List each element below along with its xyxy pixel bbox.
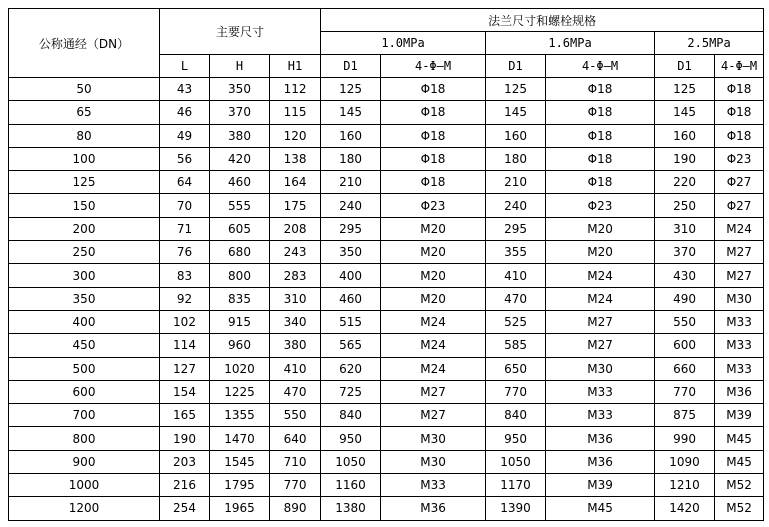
table-cell: 640 [270, 427, 321, 450]
table-cell: M20 [381, 287, 486, 310]
table-cell: M24 [381, 310, 486, 333]
table-cell: M20 [381, 241, 486, 264]
table-cell: M33 [546, 404, 655, 427]
table-cell: 1050 [321, 450, 381, 473]
table-cell: 112 [270, 78, 321, 101]
table-cell: Φ18 [546, 147, 655, 170]
table-cell: Φ18 [381, 124, 486, 147]
table-cell: 295 [486, 217, 546, 240]
table-cell: 216 [160, 474, 210, 497]
table-cell: 180 [321, 147, 381, 170]
table-cell: M45 [715, 427, 764, 450]
table-cell: 145 [486, 101, 546, 124]
table-cell: M39 [715, 404, 764, 427]
table-cell: Φ18 [546, 124, 655, 147]
table-body [9, 78, 764, 521]
table-cell: M27 [715, 241, 764, 264]
table-cell: M24 [546, 264, 655, 287]
table-cell: 250 [655, 194, 715, 217]
table-cell: 300 [9, 264, 160, 287]
table-cell: 605 [210, 217, 270, 240]
table-cell: Φ23 [381, 194, 486, 217]
table-row [9, 334, 764, 357]
table-cell: 490 [655, 287, 715, 310]
table-cell: 220 [655, 171, 715, 194]
table-cell: 350 [321, 241, 381, 264]
col-bolt-header: 4-Φ—M [546, 55, 655, 78]
table-cell: 600 [655, 334, 715, 357]
table-row [9, 310, 764, 333]
table-cell: 310 [270, 287, 321, 310]
table-cell: M36 [546, 450, 655, 473]
table-cell: 840 [321, 404, 381, 427]
table-cell: 160 [655, 124, 715, 147]
table-cell: Φ18 [381, 147, 486, 170]
table-cell: 1225 [210, 380, 270, 403]
table-cell: 1470 [210, 427, 270, 450]
table-cell: Φ18 [546, 171, 655, 194]
table-cell: M30 [715, 287, 764, 310]
table-cell: 250 [9, 241, 160, 264]
table-cell: M33 [715, 357, 764, 380]
table-cell: M30 [381, 427, 486, 450]
table-cell: 350 [9, 287, 160, 310]
table-cell: Φ18 [546, 101, 655, 124]
col-d1-header: D1 [655, 55, 715, 78]
table-cell: 240 [321, 194, 381, 217]
table-cell: 770 [270, 474, 321, 497]
table-cell: M36 [715, 380, 764, 403]
table-cell: M39 [546, 474, 655, 497]
table-cell: 115 [270, 101, 321, 124]
table-cell: 102 [160, 310, 210, 333]
table-cell: 380 [210, 124, 270, 147]
table-row [9, 147, 764, 170]
table-cell: M20 [381, 217, 486, 240]
table-cell: 125 [486, 78, 546, 101]
table-cell: 1050 [486, 450, 546, 473]
table-row [9, 404, 764, 427]
table-cell: 460 [321, 287, 381, 310]
table-row [9, 427, 764, 450]
table-cell: 620 [321, 357, 381, 380]
table-cell: Φ18 [715, 78, 764, 101]
table-cell: 460 [210, 171, 270, 194]
table-cell: 1795 [210, 474, 270, 497]
table-cell: M24 [381, 357, 486, 380]
table-cell: M27 [546, 334, 655, 357]
table-cell: 150 [9, 194, 160, 217]
table-cell: 200 [9, 217, 160, 240]
table-cell: 43 [160, 78, 210, 101]
table-cell: 950 [486, 427, 546, 450]
table-cell: 710 [270, 450, 321, 473]
table-cell: 370 [210, 101, 270, 124]
table-cell: Φ18 [381, 78, 486, 101]
table-cell: 565 [321, 334, 381, 357]
table-cell: 100 [9, 147, 160, 170]
table-cell: 71 [160, 217, 210, 240]
table-cell: 420 [210, 147, 270, 170]
table-cell: 800 [210, 264, 270, 287]
table-cell: M52 [715, 474, 764, 497]
table-cell: 915 [210, 310, 270, 333]
table-row [9, 450, 764, 473]
table-cell: 127 [160, 357, 210, 380]
col-h1-header: H1 [270, 55, 321, 78]
table-cell: 56 [160, 147, 210, 170]
table-cell: 120 [270, 124, 321, 147]
table-cell: 243 [270, 241, 321, 264]
table-cell: 525 [486, 310, 546, 333]
table-cell: M27 [715, 264, 764, 287]
table-cell: 840 [486, 404, 546, 427]
pressure-1-0-header: 1.0MPa [321, 32, 486, 55]
table-cell: 160 [486, 124, 546, 147]
col-l-header: L [160, 55, 210, 78]
table-cell: 145 [655, 101, 715, 124]
table-row [9, 101, 764, 124]
table-cell: 450 [9, 334, 160, 357]
table-cell: 835 [210, 287, 270, 310]
table-cell: 50 [9, 78, 160, 101]
table-cell: 125 [9, 171, 160, 194]
table-cell: 180 [486, 147, 546, 170]
table-cell: 680 [210, 241, 270, 264]
table-cell: 114 [160, 334, 210, 357]
table-cell: 515 [321, 310, 381, 333]
table-cell: 470 [270, 380, 321, 403]
table-cell: M24 [715, 217, 764, 240]
table-cell: 160 [321, 124, 381, 147]
table-cell: M45 [715, 450, 764, 473]
table-cell: 700 [9, 404, 160, 427]
table-cell: M36 [546, 427, 655, 450]
table-cell: M27 [381, 404, 486, 427]
table-cell: 1210 [655, 474, 715, 497]
pressure-1-6-header: 1.6MPa [486, 32, 655, 55]
table-cell: 550 [655, 310, 715, 333]
table-cell: 660 [655, 357, 715, 380]
table-cell: 175 [270, 194, 321, 217]
table-cell: M27 [381, 380, 486, 403]
table-cell: 950 [321, 427, 381, 450]
table-cell: Φ23 [546, 194, 655, 217]
table-cell: M20 [546, 217, 655, 240]
table-cell: Φ18 [381, 101, 486, 124]
table-row [9, 194, 764, 217]
table-cell: 875 [655, 404, 715, 427]
table-cell: 210 [321, 171, 381, 194]
table-cell: M30 [546, 357, 655, 380]
table-cell: 240 [486, 194, 546, 217]
flange-header: 法兰尺寸和螺栓规格 [321, 9, 764, 32]
table-cell: 770 [486, 380, 546, 403]
table-cell: 254 [160, 497, 210, 520]
table-cell: M30 [381, 450, 486, 473]
table-cell: 585 [486, 334, 546, 357]
table-cell: 283 [270, 264, 321, 287]
table-cell: 340 [270, 310, 321, 333]
table-cell: 890 [270, 497, 321, 520]
table-cell: 650 [486, 357, 546, 380]
table-cell: 400 [321, 264, 381, 287]
table-cell: M33 [381, 474, 486, 497]
table-cell: M20 [546, 241, 655, 264]
table-cell: M36 [381, 497, 486, 520]
table-cell: 350 [210, 78, 270, 101]
table-cell: Φ18 [715, 124, 764, 147]
table-cell: 295 [321, 217, 381, 240]
table-row [9, 124, 764, 147]
table-cell: M33 [546, 380, 655, 403]
table-cell: 1545 [210, 450, 270, 473]
table-cell: 1380 [321, 497, 381, 520]
table-cell: 46 [160, 101, 210, 124]
table-cell: 800 [9, 427, 160, 450]
col-bolt-header: 4-Φ—M [715, 55, 764, 78]
table-row [9, 380, 764, 403]
dn-header: 公称通经（DN） [9, 9, 160, 78]
table-cell: 1420 [655, 497, 715, 520]
table-cell: M45 [546, 497, 655, 520]
table-cell: M24 [381, 334, 486, 357]
table-row [9, 264, 764, 287]
table-cell: 92 [160, 287, 210, 310]
table-row [9, 287, 764, 310]
table-cell: Φ18 [715, 101, 764, 124]
table-cell: 1000 [9, 474, 160, 497]
table-cell: M33 [715, 310, 764, 333]
table-cell: 1390 [486, 497, 546, 520]
table-cell: 190 [160, 427, 210, 450]
table-cell: 555 [210, 194, 270, 217]
pressure-2-5-header: 2.5MPa [655, 32, 764, 55]
table-cell: 64 [160, 171, 210, 194]
table-cell: 1965 [210, 497, 270, 520]
table-cell: Φ27 [715, 171, 764, 194]
table-cell: 80 [9, 124, 160, 147]
table-cell: M24 [546, 287, 655, 310]
table-row [9, 357, 764, 380]
table-cell: 430 [655, 264, 715, 287]
table-cell: 1200 [9, 497, 160, 520]
table-cell: Φ27 [715, 194, 764, 217]
table-cell: 900 [9, 450, 160, 473]
col-d1-header: D1 [486, 55, 546, 78]
col-bolt-header: 4-Φ—M [381, 55, 486, 78]
table-cell: 164 [270, 171, 321, 194]
table-cell: 83 [160, 264, 210, 287]
table-cell: 960 [210, 334, 270, 357]
table-cell: Φ18 [381, 171, 486, 194]
table-cell: M52 [715, 497, 764, 520]
table-cell: M27 [546, 310, 655, 333]
table-row [9, 78, 764, 101]
table-cell: 355 [486, 241, 546, 264]
table-cell: 380 [270, 334, 321, 357]
table-cell: 550 [270, 404, 321, 427]
table-cell: 1020 [210, 357, 270, 380]
valve-dimension-table [8, 8, 764, 521]
table-cell: 410 [270, 357, 321, 380]
table-cell: Φ18 [546, 78, 655, 101]
table-cell: 49 [160, 124, 210, 147]
table-cell: M20 [381, 264, 486, 287]
table-cell: 65 [9, 101, 160, 124]
table-cell: 154 [160, 380, 210, 403]
header-row-1 [9, 9, 764, 32]
table-cell: 138 [270, 147, 321, 170]
table-row [9, 497, 764, 520]
table-cell: 208 [270, 217, 321, 240]
table-cell: 500 [9, 357, 160, 380]
table-cell: 165 [160, 404, 210, 427]
table-cell: Φ23 [715, 147, 764, 170]
table-cell: 1160 [321, 474, 381, 497]
table-cell: 1355 [210, 404, 270, 427]
table-cell: 76 [160, 241, 210, 264]
main-dims-header: 主要尺寸 [160, 9, 321, 55]
table-cell: 70 [160, 194, 210, 217]
table-cell: 145 [321, 101, 381, 124]
table-cell: 370 [655, 241, 715, 264]
table-row [9, 241, 764, 264]
table-cell: 600 [9, 380, 160, 403]
table-cell: 203 [160, 450, 210, 473]
table-cell: 400 [9, 310, 160, 333]
col-h-header: H [210, 55, 270, 78]
table-row [9, 171, 764, 194]
table-cell: 190 [655, 147, 715, 170]
table-cell: 410 [486, 264, 546, 287]
table-cell: 725 [321, 380, 381, 403]
table-cell: M33 [715, 334, 764, 357]
col-d1-header: D1 [321, 55, 381, 78]
table-row [9, 474, 764, 497]
table-cell: 470 [486, 287, 546, 310]
table-cell: 770 [655, 380, 715, 403]
table-cell: 990 [655, 427, 715, 450]
table-cell: 1090 [655, 450, 715, 473]
table-cell: 125 [655, 78, 715, 101]
table-cell: 125 [321, 78, 381, 101]
table-cell: 310 [655, 217, 715, 240]
table-row [9, 217, 764, 240]
table-cell: 1170 [486, 474, 546, 497]
table-cell: 210 [486, 171, 546, 194]
